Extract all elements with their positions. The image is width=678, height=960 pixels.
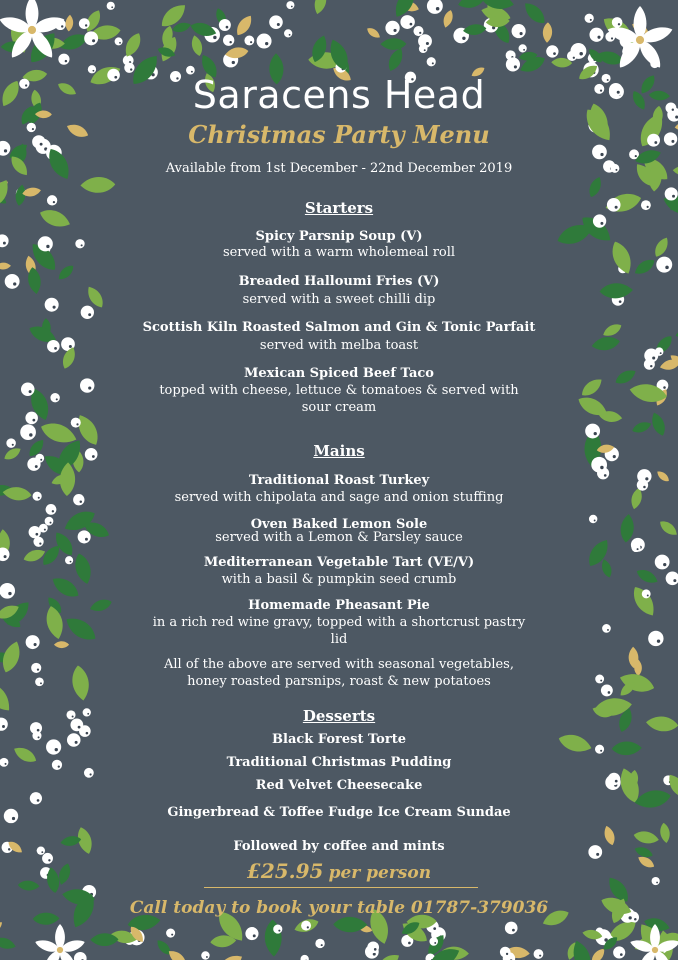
berry-icon: [505, 922, 518, 935]
berry-icon: [71, 418, 81, 428]
berry-icon: [367, 941, 379, 953]
berry-icon: [20, 424, 36, 440]
main-name: Homemade Pheasant Pie: [248, 598, 430, 613]
berry-icon: [429, 937, 438, 946]
main-desc: served with chipolata and sage and onion stuffing: [174, 490, 504, 505]
divider-line: [204, 887, 478, 888]
berry-icon: [519, 44, 527, 52]
berry-icon: [403, 16, 415, 28]
berry-icon: [58, 54, 69, 65]
berry-icon: [219, 19, 231, 31]
holly-leaf-icon: [586, 175, 604, 199]
berry-icon: [567, 51, 577, 61]
coffee-note: Followed by coffee and mints: [233, 839, 445, 854]
holly-leaf-icon: [207, 0, 229, 3]
restaurant-name: Saracens Head: [192, 73, 486, 117]
starter-name: Mexican Spiced Beef Taco: [244, 366, 434, 381]
holly-leaf-icon: [217, 952, 245, 960]
holly-leaf-icon: [365, 26, 382, 41]
price-line: [0, 858, 678, 886]
holly-leaf-icon: [385, 46, 406, 73]
starter-name: Breaded Halloumi Fries (V): [238, 274, 440, 289]
berry-icon: [500, 947, 511, 958]
berry-icon: [585, 424, 600, 439]
berry-icon: [427, 57, 436, 66]
mains-note: honey roasted parsnips, roast & new potatoes: [187, 674, 491, 689]
desserts-heading: Desserts: [302, 707, 376, 725]
holly-leaf-icon: [631, 419, 653, 435]
holly-leaf-icon: [0, 920, 4, 934]
mains-heading: Mains: [313, 442, 365, 460]
holly-leaf-icon: [380, 38, 406, 50]
dessert-name: Traditional Christmas Pudding: [226, 755, 452, 770]
main-desc: with a basil & pumpkin seed crumb: [221, 572, 457, 587]
berry-icon: [589, 28, 603, 42]
berry-icon: [79, 18, 90, 29]
main-desc: in a rich red wine gravy, topped with a shortcrust pastry: [152, 615, 526, 630]
berry-icon: [385, 21, 399, 35]
menu-subtitle: Christmas Party Menu: [188, 120, 490, 149]
berry-icon: [427, 0, 443, 14]
starter-desc: served with melba toast: [259, 338, 419, 353]
holly-leaf-icon: [233, 13, 255, 38]
dessert-name: Red Velvet Cheesecake: [255, 778, 423, 793]
berry-icon: [286, 1, 294, 9]
berry-icon: [301, 955, 309, 960]
price-suffix: per person: [328, 863, 432, 883]
booking-call-line: Call today to book your table 01787-379036: [129, 898, 549, 918]
holly-leaf-icon: [441, 9, 454, 29]
dessert-name: Black Forest Torte: [272, 732, 406, 747]
berry-icon: [273, 925, 282, 934]
holly-leaf-icon: [375, 951, 402, 960]
holly-leaf-icon: [122, 30, 145, 59]
price-amount: £25.95: [246, 859, 324, 883]
berry-icon: [506, 57, 520, 71]
starter-name: Scottish Kiln Roasted Salmon and Gin & Tonic Parfait: [142, 320, 536, 335]
main-desc: lid: [330, 632, 348, 647]
holly-leaf-icon: [521, 0, 549, 27]
holly-leaf-icon: [0, 935, 17, 951]
main-name: Traditional Roast Turkey: [248, 473, 430, 488]
holly-leaf-icon: [190, 34, 205, 57]
berry-icon: [74, 952, 87, 960]
holly-leaf-icon: [65, 14, 74, 31]
availability-dates: Available from 1st December - 22nd December 2019: [165, 161, 513, 176]
starter-desc: topped with cheese, lettuce & tomatoes & served with: [159, 383, 519, 398]
berry-icon: [115, 37, 123, 45]
berry-icon: [585, 14, 594, 23]
berry-icon: [245, 927, 258, 940]
berry-icon: [244, 36, 254, 46]
berry-icon: [269, 15, 283, 29]
berry-icon: [315, 939, 324, 948]
berry-icon: [107, 2, 115, 10]
holly-leaf-icon: [542, 22, 552, 43]
main-desc: served with a Lemon & Parsley sauce: [215, 530, 463, 545]
holly-leaf-icon: [80, 176, 115, 193]
dessert-name: Gingerbread & Toffee Fudge Ice Cream Sundae: [167, 805, 511, 820]
holly-leaf-icon: [0, 262, 11, 269]
starter-desc: served with a sweet chilli dip: [242, 292, 436, 307]
berry-icon: [419, 44, 428, 53]
berry-icon: [201, 951, 209, 959]
berry-icon: [512, 24, 526, 38]
berry-icon: [84, 31, 98, 45]
berry-icon: [166, 929, 175, 938]
berry-icon: [284, 29, 292, 37]
starter-name: Spicy Parsnip Soup (V): [255, 229, 423, 244]
berry-icon: [613, 946, 625, 958]
berry-icon: [612, 17, 623, 28]
berry-icon: [534, 949, 544, 959]
starters-heading: Starters: [304, 199, 374, 217]
berry-icon: [223, 35, 234, 46]
starter-desc: served with a warm wholemeal roll: [222, 245, 456, 260]
holly-leaf-icon: [312, 0, 329, 16]
starter-desc: sour cream: [301, 400, 377, 415]
main-name: Oven Baked Lemon Sole: [250, 517, 428, 532]
berry-icon: [546, 45, 558, 57]
main-name: Mediterranean Vegetable Tart (VE/V): [203, 555, 475, 570]
berry-icon: [257, 34, 272, 49]
holly-leaf-icon: [456, 0, 486, 11]
mains-note: All of the above are served with seasonal vegetables,: [163, 657, 514, 672]
berry-icon: [301, 921, 311, 931]
berry-icon: [413, 26, 423, 36]
